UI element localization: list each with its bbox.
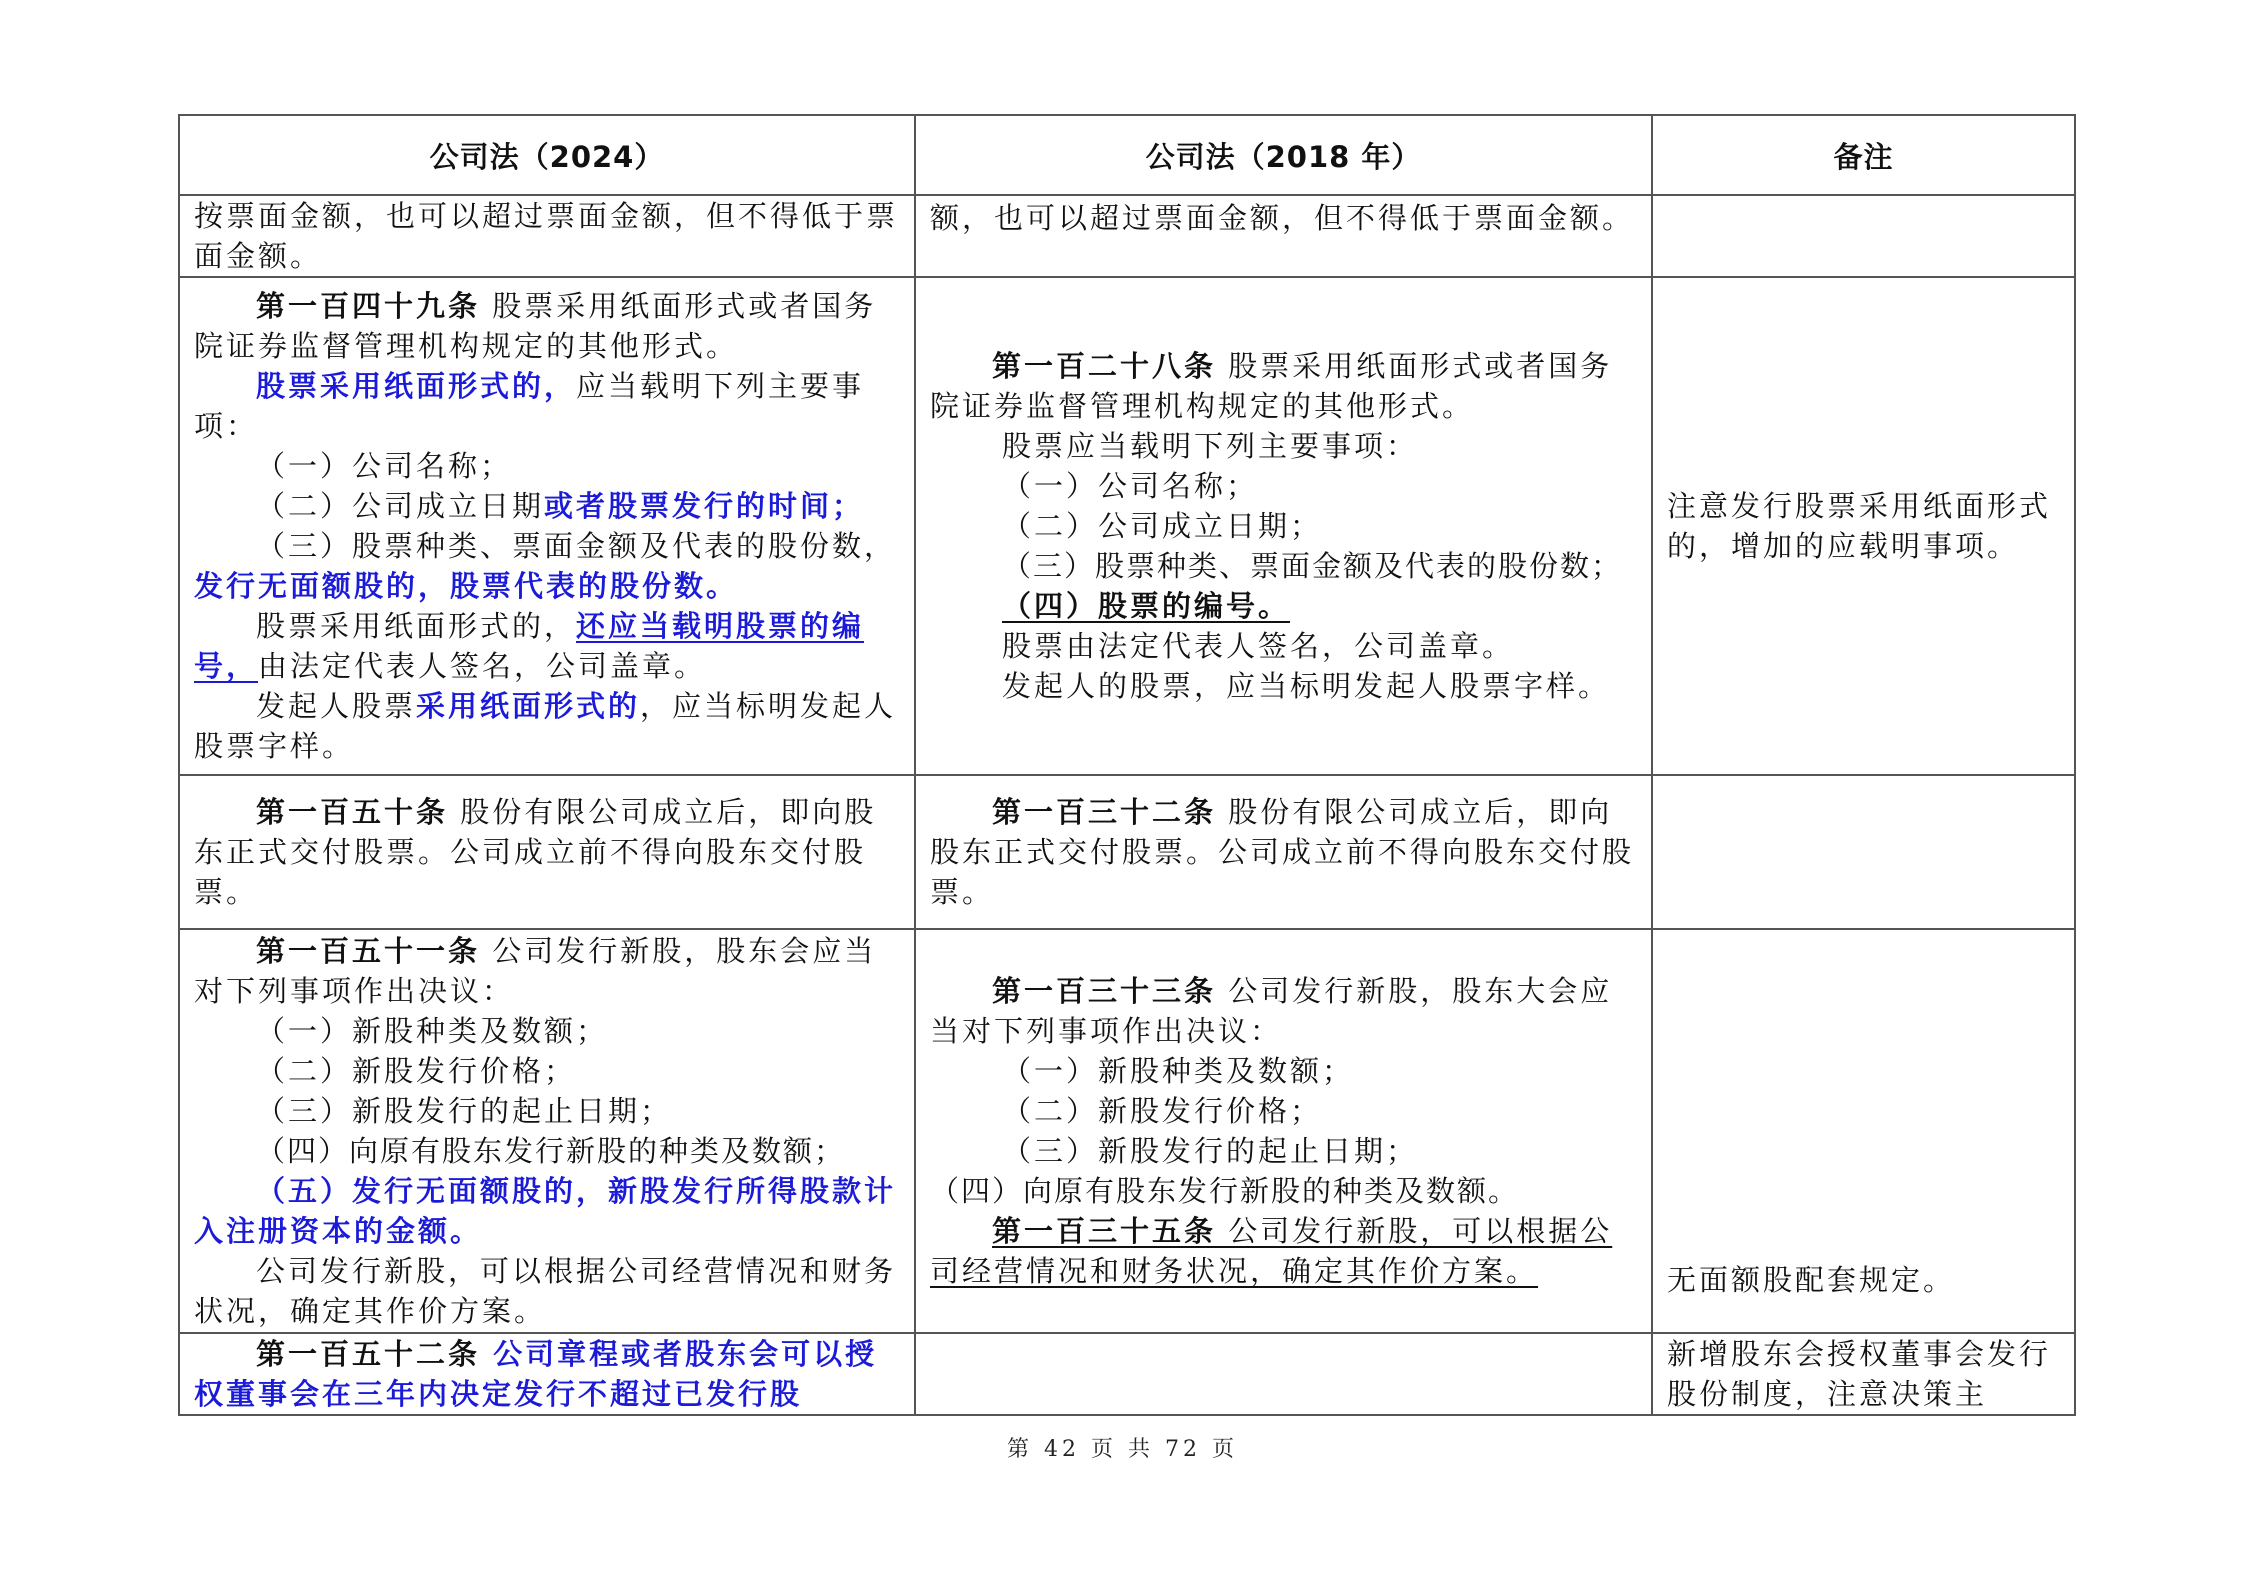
added-text: 还应当载明股票的编号，	[194, 609, 865, 683]
cell-text: 额，也可以超过票面金额，但不得低于票面金额。	[930, 201, 1635, 235]
list-item: （三）股票种类、票面金额及代表的股份数；	[1002, 549, 1623, 583]
added-text: 或者股票发行的时间；	[544, 489, 865, 523]
table-row	[179, 929, 2075, 1333]
list-item: （二）公司成立日期；	[1002, 509, 1323, 543]
added-text: 采用纸面形式的	[416, 689, 641, 723]
added-text: 公司章程或者股东会可以授权董事会在三年内决定发行不超过已发行股	[194, 1337, 878, 1411]
cell-2024	[179, 1333, 915, 1415]
header-col-2024: 公司法（2024）	[179, 115, 915, 195]
note-text: 无面额股配套规定。	[1667, 1263, 1956, 1297]
table-row	[179, 1333, 2075, 1415]
header-row	[179, 115, 2075, 195]
cell-text: 按票面金额，也可以超过票面金额，但不得低于票面金额。	[194, 199, 899, 273]
text: （三）股票种类、票面金额及代表的股份数，	[256, 529, 897, 563]
cell-2018	[915, 929, 1652, 1333]
text: 应当载明下列主要事项：	[194, 369, 865, 443]
text: 发起人股票	[256, 689, 417, 723]
text: 由法定代表人签名，公司盖章。	[258, 649, 707, 683]
list-item	[194, 526, 900, 606]
article-text: 股份有限公司成立后，即向股东正式交付股票。公司成立前不得向股东交付股票。	[930, 795, 1635, 909]
article-paragraph	[930, 971, 1637, 1051]
paragraph: 股票由法定代表人签名，公司盖章。	[1002, 629, 1515, 663]
cell-notes	[1652, 775, 2075, 929]
article-number: 第一百五十条	[256, 795, 449, 829]
list-item: （一）新股种类及数额；	[256, 1014, 609, 1048]
article-number: 第一百二十八条	[992, 349, 1217, 383]
cell-2018	[915, 195, 1652, 277]
paragraph: 公司发行新股，可以根据公司经营情况和财务状况，确定其作价方案。	[194, 1254, 897, 1328]
list-item	[194, 486, 900, 526]
cell-2018	[915, 775, 1652, 929]
article-paragraph	[194, 286, 900, 366]
paragraph: 发起人的股票，应当标明发起人股票字样。	[1002, 669, 1611, 703]
cell-2024	[179, 277, 915, 775]
cell-notes	[1652, 1333, 2075, 1415]
paragraph	[194, 366, 900, 446]
article-paragraph	[194, 931, 900, 1011]
added-text: 发行无面额股的，股票代表的股份数。	[194, 569, 739, 603]
cell-2018	[915, 277, 1652, 775]
cell-2024	[179, 929, 915, 1333]
list-item: （二）新股发行价格；	[1002, 1094, 1323, 1128]
cell-2024	[179, 195, 915, 277]
article-number: 第一百三十二条	[992, 795, 1217, 829]
list-item: （二）新股发行价格；	[256, 1054, 577, 1088]
cell-notes	[1652, 277, 2075, 775]
article-paragraph	[194, 1334, 900, 1414]
deleted-list-item: （四）股票的编号。	[1002, 589, 1291, 623]
article-number: 第一百五十二条	[256, 1337, 481, 1371]
list-item: （四）向原有股东发行新股的种类及数额。	[930, 1174, 1520, 1208]
added-list-item: （五）发行无面额股的，新股发行所得股款计入注册资本的金额。	[194, 1174, 897, 1248]
list-item: （三）新股发行的起止日期；	[256, 1094, 673, 1128]
list-item: （一）公司名称；	[256, 449, 513, 483]
cell-notes	[1652, 929, 2075, 1333]
article-paragraph	[194, 792, 900, 912]
list-item: （一）新股种类及数额；	[1002, 1054, 1355, 1088]
cell-2024	[179, 775, 915, 929]
table-row	[179, 277, 2075, 775]
cell-notes	[1652, 195, 2075, 277]
article-text: 股票采用纸面形式或者国务院证券监督管理机构规定的其他形式。	[194, 289, 877, 363]
cell-2018	[915, 1333, 1652, 1415]
paragraph	[194, 686, 900, 766]
article-text: 股份有限公司成立后，即向股东正式交付股票。公司成立前不得向股东交付股票。	[194, 795, 877, 909]
article-paragraph	[930, 346, 1637, 426]
table-row	[179, 195, 2075, 277]
list-item: （一）公司名称；	[1002, 469, 1259, 503]
comparison-table	[178, 114, 2076, 1416]
moved-article-paragraph	[930, 1211, 1637, 1291]
note-text: 新增股东会授权董事会发行股份制度，注意决策主	[1667, 1337, 2052, 1411]
page-footer: 第 42 页 共 72 页	[1007, 1437, 1238, 1462]
table-row	[179, 775, 2075, 929]
article-paragraph	[930, 792, 1637, 912]
paragraph	[194, 606, 900, 686]
text: 股票采用纸面形式的，	[256, 609, 577, 643]
header-col-2018: 公司法（2018 年）	[915, 115, 1652, 195]
header-col-notes: 备注	[1652, 115, 2075, 195]
article-number: 第一百三十五条	[992, 1214, 1217, 1248]
article-text: 股票采用纸面形式或者国务院证券监督管理机构规定的其他形式。	[930, 349, 1613, 423]
paragraph: 股票应当载明下列主要事项：	[1002, 429, 1419, 463]
article-number: 第一百四十九条	[256, 289, 481, 323]
article-number: 第一百五十一条	[256, 934, 481, 968]
added-text: 股票采用纸面形式的，	[256, 369, 577, 403]
note-text: 注意发行股票采用纸面形式的，增加的应载明事项。	[1667, 489, 2052, 563]
article-text: 公司发行新股，股东会应当对下列事项作出决议：	[194, 934, 877, 1008]
text: （二）公司成立日期	[256, 489, 545, 523]
article-text: 公司发行新股，股东大会应当对下列事项作出决议：	[930, 974, 1613, 1048]
text: ，应当标明发起人股票字样。	[194, 689, 897, 763]
list-item: （四）向原有股东发行新股的种类及数额；	[256, 1134, 846, 1168]
article-number: 第一百三十三条	[992, 974, 1217, 1008]
list-item: （三）新股发行的起止日期；	[1002, 1134, 1419, 1168]
article-text: 公司发行新股，可以根据公司经营情况和财务状况，确定其作价方案。	[930, 1214, 1613, 1288]
